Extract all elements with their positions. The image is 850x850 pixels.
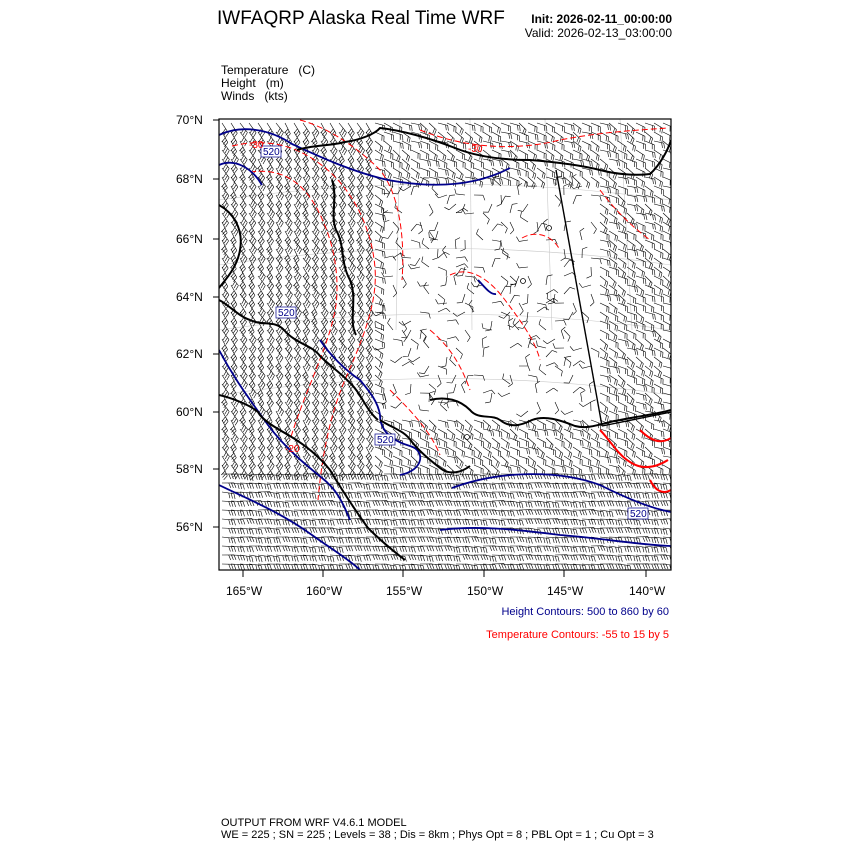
lon-label: 160°W <box>306 584 343 598</box>
lon-label: 165°W <box>226 584 263 598</box>
init-time: Init: 2026-02-11_00:00:00 <box>531 12 672 26</box>
lat-label: 58°N <box>176 462 203 476</box>
valid-time: Valid: 2026-02-13_03:00:00 <box>524 26 672 40</box>
lat-label: 56°N <box>176 520 203 534</box>
height-label: 520 <box>377 435 394 446</box>
field-height-name: Height <box>221 76 256 90</box>
lat-label: 70°N <box>176 113 203 127</box>
plot-title: IWFAQRP Alaska Real Time WRF <box>217 8 505 29</box>
height-label: 520 <box>630 509 647 520</box>
lon-label: 140°W <box>629 584 666 598</box>
height-label: 520 <box>263 147 280 158</box>
height-label: 520 <box>278 308 295 319</box>
field-temperature-name: Temperature <box>221 63 289 77</box>
lon-label: 150°W <box>467 584 504 598</box>
field-winds-unit: (kts) <box>264 89 288 103</box>
lon-label: 145°W <box>547 584 584 598</box>
field-temperature-unit: (C) <box>298 63 316 77</box>
model-footer-line1: OUTPUT FROM WRF V4.6.1 MODEL <box>221 817 407 829</box>
temperature-contour-note: Temperature Contours: -55 to 15 by 5 <box>486 629 669 641</box>
lat-label: 62°N <box>176 347 203 361</box>
temperature-label: -20 <box>285 444 300 455</box>
lat-ticks <box>213 120 219 527</box>
lon-ticks <box>243 570 646 577</box>
lon-label: 155°W <box>386 584 423 598</box>
temperature-label: -30 <box>468 144 483 155</box>
field-height-unit: (m) <box>265 76 284 90</box>
lat-label: 68°N <box>176 172 203 186</box>
model-footer-line2: WE = 225 ; SN = 225 ; Levels = 38 ; Dis = 8km ; Phys Opt = 8 ; PBL Opt = 1 ; Cu Opt = 3 <box>221 829 654 841</box>
temperature-label: -30 <box>249 140 264 151</box>
field-winds-name: Winds <box>221 89 255 103</box>
height-contour-note: Height Contours: 500 to 860 by 60 <box>501 606 669 618</box>
lat-label: 66°N <box>176 232 203 246</box>
lat-label: 64°N <box>176 290 203 304</box>
lat-label: 60°N <box>176 405 203 419</box>
